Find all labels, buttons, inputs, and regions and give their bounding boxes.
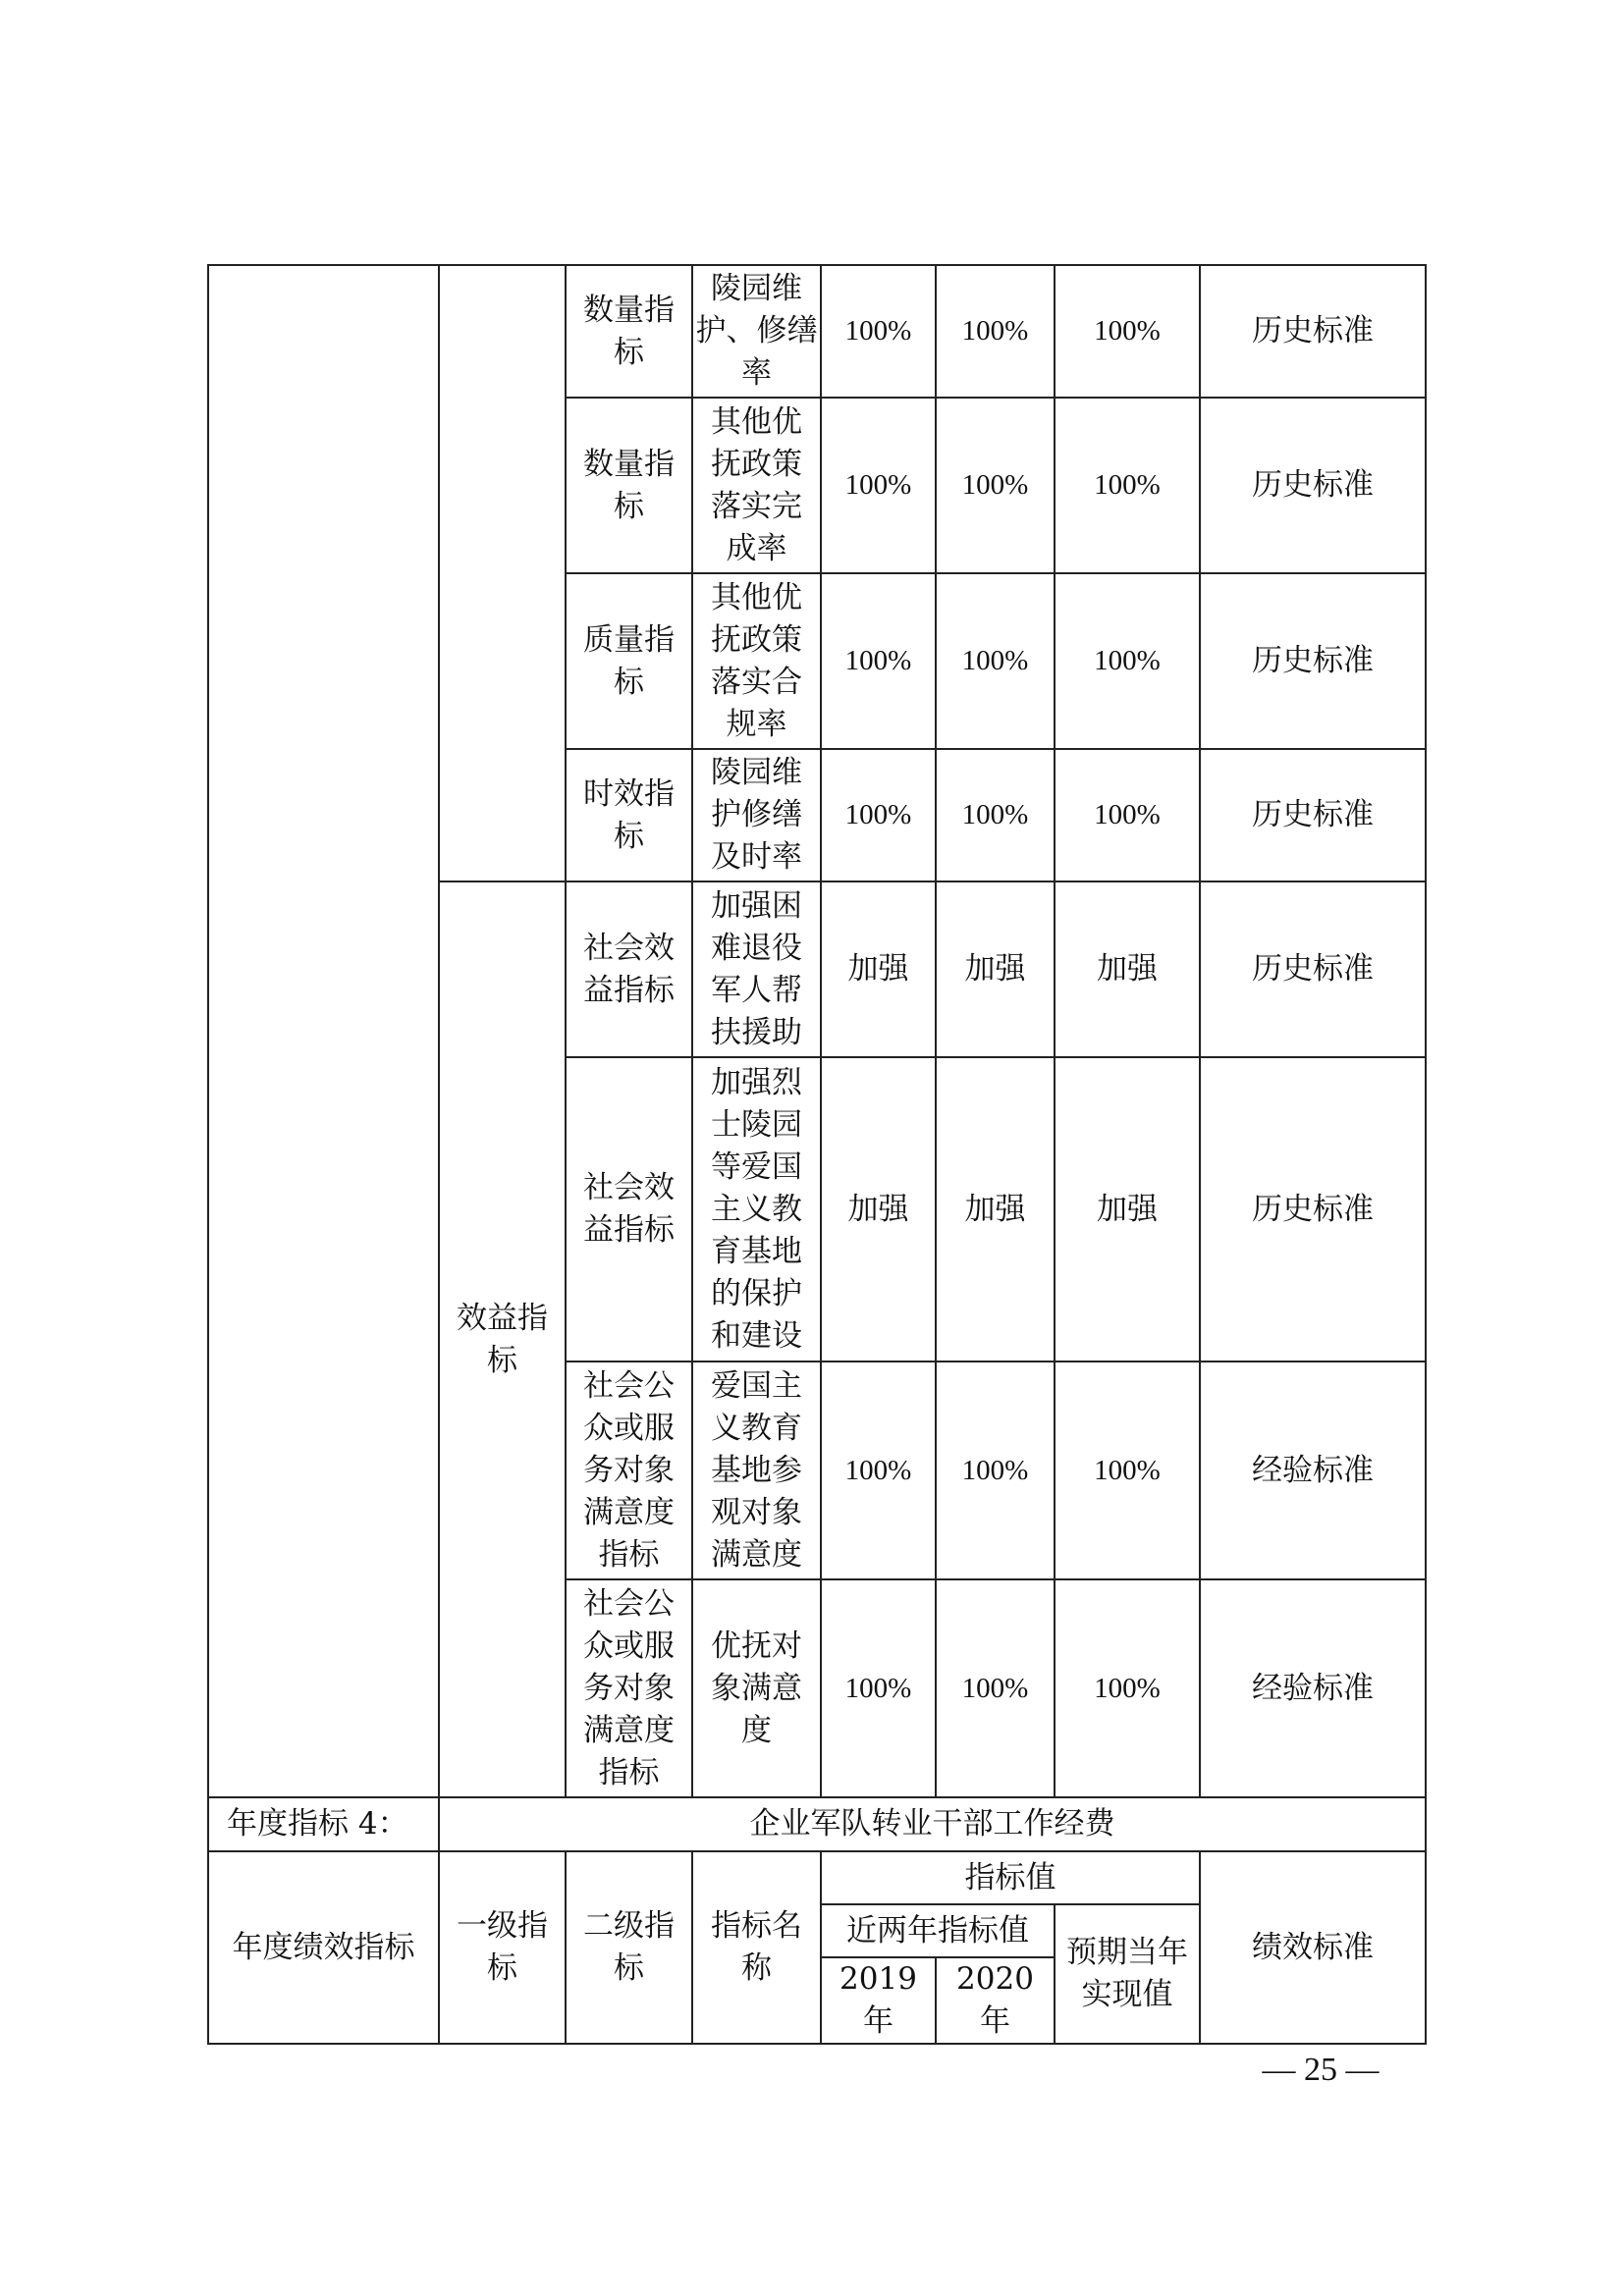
expected-value-cell: 100% <box>1055 573 1200 749</box>
value-2020-cell: 100% <box>936 749 1055 881</box>
header-year-2019: 2019 年 <box>821 1957 936 2044</box>
header-performance-standard: 绩效标准 <box>1200 1851 1426 2044</box>
expected-value-cell: 100% <box>1055 398 1200 573</box>
standard-cell: 经验标准 <box>1200 1362 1426 1579</box>
value-2019-cell: 100% <box>821 1362 936 1579</box>
value-2019-cell: 加强 <box>821 1057 936 1362</box>
expected-value-cell: 加强 <box>1055 1057 1200 1362</box>
value-2020-cell: 100% <box>936 1362 1055 1579</box>
expected-value-cell: 100% <box>1055 265 1200 398</box>
header-annual-performance: 年度绩效指标 <box>208 1851 439 2044</box>
level1-cell-benefit: 效益指 标 <box>439 881 566 1797</box>
annual-indicator-row <box>208 1797 1426 1851</box>
indicator-name-cell: 优抚对 象满意 度 <box>692 1579 821 1797</box>
header-year-2020: 2020 年 <box>936 1957 1055 2044</box>
header-indicator-name: 指标名 称 <box>692 1851 821 2044</box>
standard-cell: 经验标准 <box>1200 1579 1426 1797</box>
header-level2: 二级指 标 <box>566 1851 692 2044</box>
indicator-name-cell: 加强烈 士陵园 等爱国 主义教 育基地 的保护 和建设 <box>692 1057 821 1362</box>
performance-indicator-table <box>207 264 1427 2045</box>
annual-indicator-label: 年度指标 4： <box>208 1797 439 1851</box>
indicator-name-cell: 爱国主 义教育 基地参 观对象 满意度 <box>692 1362 821 1579</box>
indicator-name-cell: 加强困 难退役 军人帮 扶援助 <box>692 881 821 1057</box>
expected-value-cell: 100% <box>1055 1362 1200 1579</box>
annual-indicator-title: 企业军队转业干部工作经费 <box>439 1797 1426 1851</box>
value-2020-cell: 100% <box>936 1579 1055 1797</box>
level2-cell: 社会公 众或服 务对象 满意度 指标 <box>566 1362 692 1579</box>
header-indicator-value: 指标值 <box>821 1851 1200 1904</box>
standard-cell: 历史标准 <box>1200 265 1426 398</box>
standard-cell: 历史标准 <box>1200 398 1426 573</box>
expected-value-cell: 100% <box>1055 1579 1200 1797</box>
level2-cell: 时效指 标 <box>566 749 692 881</box>
indicator-name-cell: 陵园维 护修缮 及时率 <box>692 749 821 881</box>
level1-cell-empty <box>439 265 566 881</box>
value-2020-cell: 100% <box>936 265 1055 398</box>
standard-cell: 历史标准 <box>1200 749 1426 881</box>
level2-cell: 社会公 众或服 务对象 满意度 指标 <box>566 1579 692 1797</box>
value-2019-cell: 加强 <box>821 881 936 1057</box>
value-2019-cell: 100% <box>821 1579 936 1797</box>
standard-cell: 历史标准 <box>1200 1057 1426 1362</box>
header-level1: 一级指 标 <box>439 1851 566 2044</box>
header-expected-value: 预期当年 实现值 <box>1055 1904 1200 2044</box>
value-2019-cell: 100% <box>821 265 936 398</box>
level2-cell: 社会效 益指标 <box>566 881 692 1057</box>
value-2019-cell: 100% <box>821 749 936 881</box>
level2-cell: 数量指 标 <box>566 265 692 398</box>
expected-value-cell: 100% <box>1055 749 1200 881</box>
value-2020-cell: 加强 <box>936 881 1055 1057</box>
standard-cell: 历史标准 <box>1200 881 1426 1057</box>
header-recent-two-years: 近两年指标值 <box>821 1904 1055 1957</box>
value-2019-cell: 100% <box>821 573 936 749</box>
indicator-name-cell: 其他优 抚政策 落实合 规率 <box>692 573 821 749</box>
level2-cell: 数量指 标 <box>566 398 692 573</box>
indicator-name-cell: 陵园维 护、修缮 率 <box>692 265 821 398</box>
level2-cell: 社会效 益指标 <box>566 1057 692 1362</box>
level2-cell: 质量指 标 <box>566 573 692 749</box>
table-row <box>208 265 1426 398</box>
header-row <box>208 1851 1426 1904</box>
value-2020-cell: 加强 <box>936 1057 1055 1362</box>
value-2020-cell: 100% <box>936 573 1055 749</box>
indicator-name-cell: 其他优 抚政策 落实完 成率 <box>692 398 821 573</box>
standard-cell: 历史标准 <box>1200 573 1426 749</box>
value-2020-cell: 100% <box>936 398 1055 573</box>
annual-indicator-cell-empty <box>208 265 439 1797</box>
value-2019-cell: 100% <box>821 398 936 573</box>
page-number: — 25 — <box>1262 2052 1380 2088</box>
expected-value-cell: 加强 <box>1055 881 1200 1057</box>
